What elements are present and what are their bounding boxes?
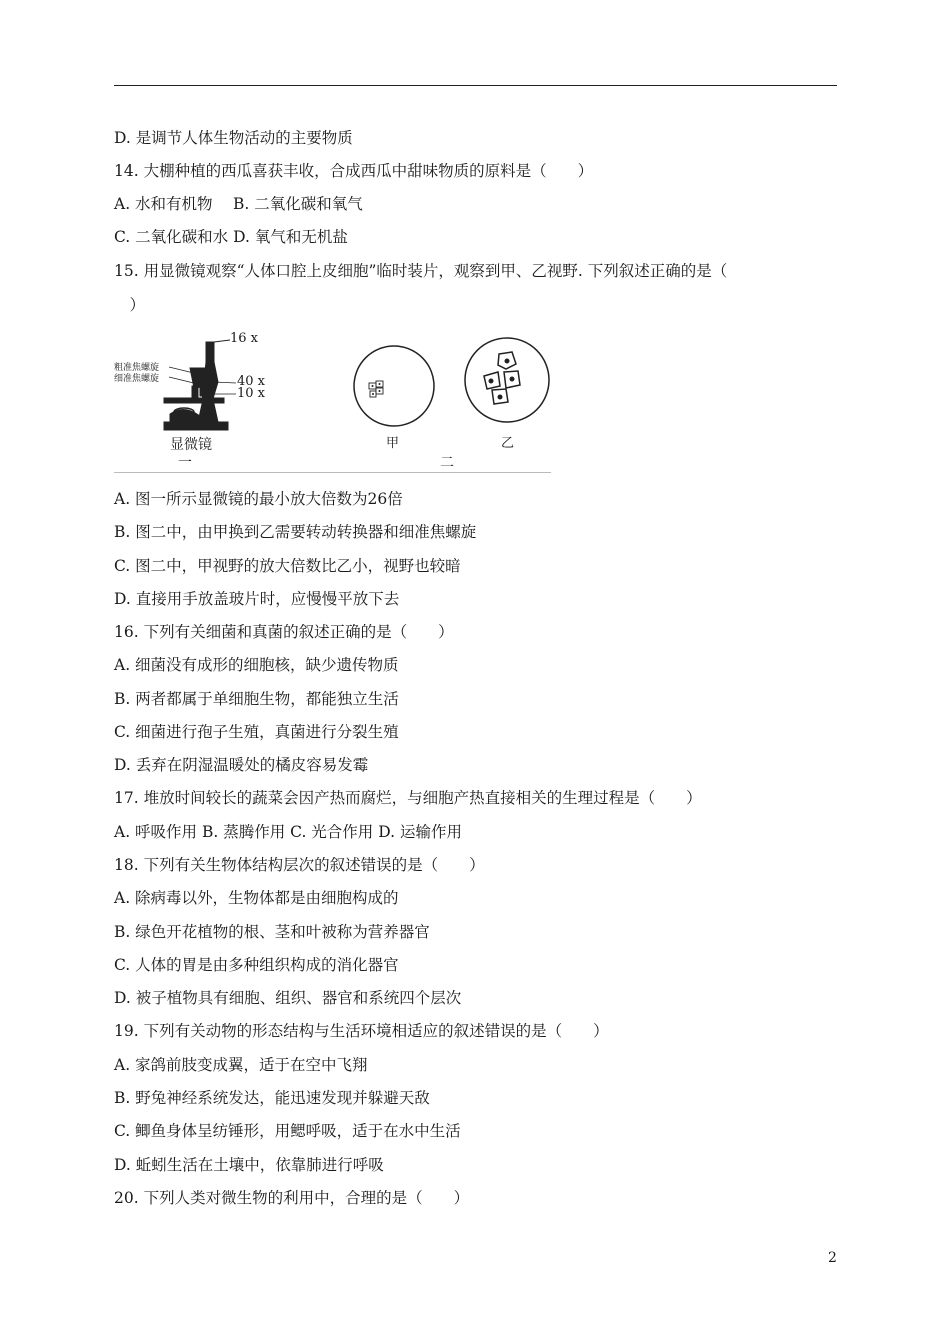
q16-option-c: C. 细菌进行孢子生殖，真菌进行分裂生殖 (114, 723, 399, 741)
q16-option-d: D. 丢弃在阴湿温暖处的橘皮容易发霉 (114, 756, 369, 774)
coarse-focus-label: 粗准焦螺旋 (114, 363, 160, 373)
q15-option-b: B. 图二中，由甲换到乙需要转动转换器和细准焦螺旋 (114, 523, 477, 541)
objective-10x-label: 10 x (237, 386, 266, 401)
q18-option-c: C. 人体的胃是由多种组织构成的消化器官 (114, 956, 399, 974)
field-a-circle (354, 346, 434, 426)
q15-option-c: C. 图二中，甲视野的放大倍数比乙小，视野也较暗 (114, 557, 461, 575)
q19-option-d: D. 蚯蚓生活在土壤中，依靠肺进行呼吸 (114, 1156, 384, 1174)
question-14: 14. 大棚种植的西瓜喜获丰收，合成西瓜中甜味物质的原料是（ ） (114, 162, 594, 180)
question-16: 16. 下列有关细菌和真菌的叙述正确的是（ ） (114, 623, 454, 641)
q18-option-a: A. 除病毒以外，生物体都是由细胞构成的 (114, 889, 399, 907)
microscope-figure (114, 328, 552, 474)
question-15-cont: ） (114, 296, 146, 314)
q19-option-b: B. 野兔神经系统发达，能迅速发现并躲避天敌 (114, 1089, 430, 1107)
q15-option-a: A. 图一所示显微镜的最小放大倍数为26倍 (114, 490, 403, 508)
q16-option-a: A. 细菌没有成形的细胞核，缺少遗传物质 (114, 656, 399, 674)
field-b-label: 乙 (501, 436, 515, 451)
question-19: 19. 下列有关动物的形态结构与生活环境相适应的叙述错误的是（ ） (114, 1022, 609, 1040)
question-18: 18. 下列有关生物体结构层次的叙述错误的是（ ） (114, 856, 485, 874)
question-17: 17. 堆放时间较长的蔬菜会因产热而腐烂，与细胞产热直接相关的生理过程是（ ） (114, 789, 702, 807)
eyepiece-16x-label: 16 x (230, 331, 259, 346)
q19-option-a: A. 家鸽前肢变成翼，适于在空中飞翔 (114, 1056, 368, 1074)
figure-baseline (114, 472, 551, 473)
fig1-number: 一 (178, 455, 192, 471)
header-rule (114, 85, 837, 86)
q16-option-b: B. 两者都属于单细胞生物，都能独立生活 (114, 690, 399, 708)
q14-options-cd: C. 二氧化碳和水 D. 氧气和无机盐 (114, 228, 348, 246)
text-line: D. 是调节人体生物活动的主要物质 (114, 129, 353, 147)
fig2-number: 二 (440, 455, 454, 471)
question-15: 15. 用显微镜观察“人体口腔上皮细胞”临时装片，观察到甲、乙视野. 下列叙述正确的是（ (114, 262, 728, 280)
q15-option-d: D. 直接用手放盖玻片时，应慢慢平放下去 (114, 590, 400, 608)
q19-option-c: C. 鲫鱼身体呈纺锤形，用鳃呼吸，适于在水中生活 (114, 1122, 461, 1140)
q18-option-d: D. 被子植物具有细胞、组织、器官和系统四个层次 (114, 989, 462, 1007)
q17-options: A. 呼吸作用 B. 蒸腾作用 C. 光合作用 D. 运输作用 (114, 823, 462, 841)
page-number: 2 (828, 1250, 837, 1266)
q18-option-b: B. 绿色开花植物的根、茎和叶被称为营养器官 (114, 923, 430, 941)
q14-options-ab: A. 水和有机物 B. 二氧化碳和氧气 (114, 195, 363, 213)
fine-focus-label: 细准焦螺旋 (114, 374, 160, 384)
question-20: 20. 下列人类对微生物的利用中，合理的是（ ） (114, 1189, 470, 1207)
field-a-label: 甲 (386, 436, 400, 451)
field-b-circle (465, 338, 549, 422)
fig1-caption: 显微镜 (170, 437, 212, 453)
objective-40x-label: 40 x (237, 374, 266, 389)
